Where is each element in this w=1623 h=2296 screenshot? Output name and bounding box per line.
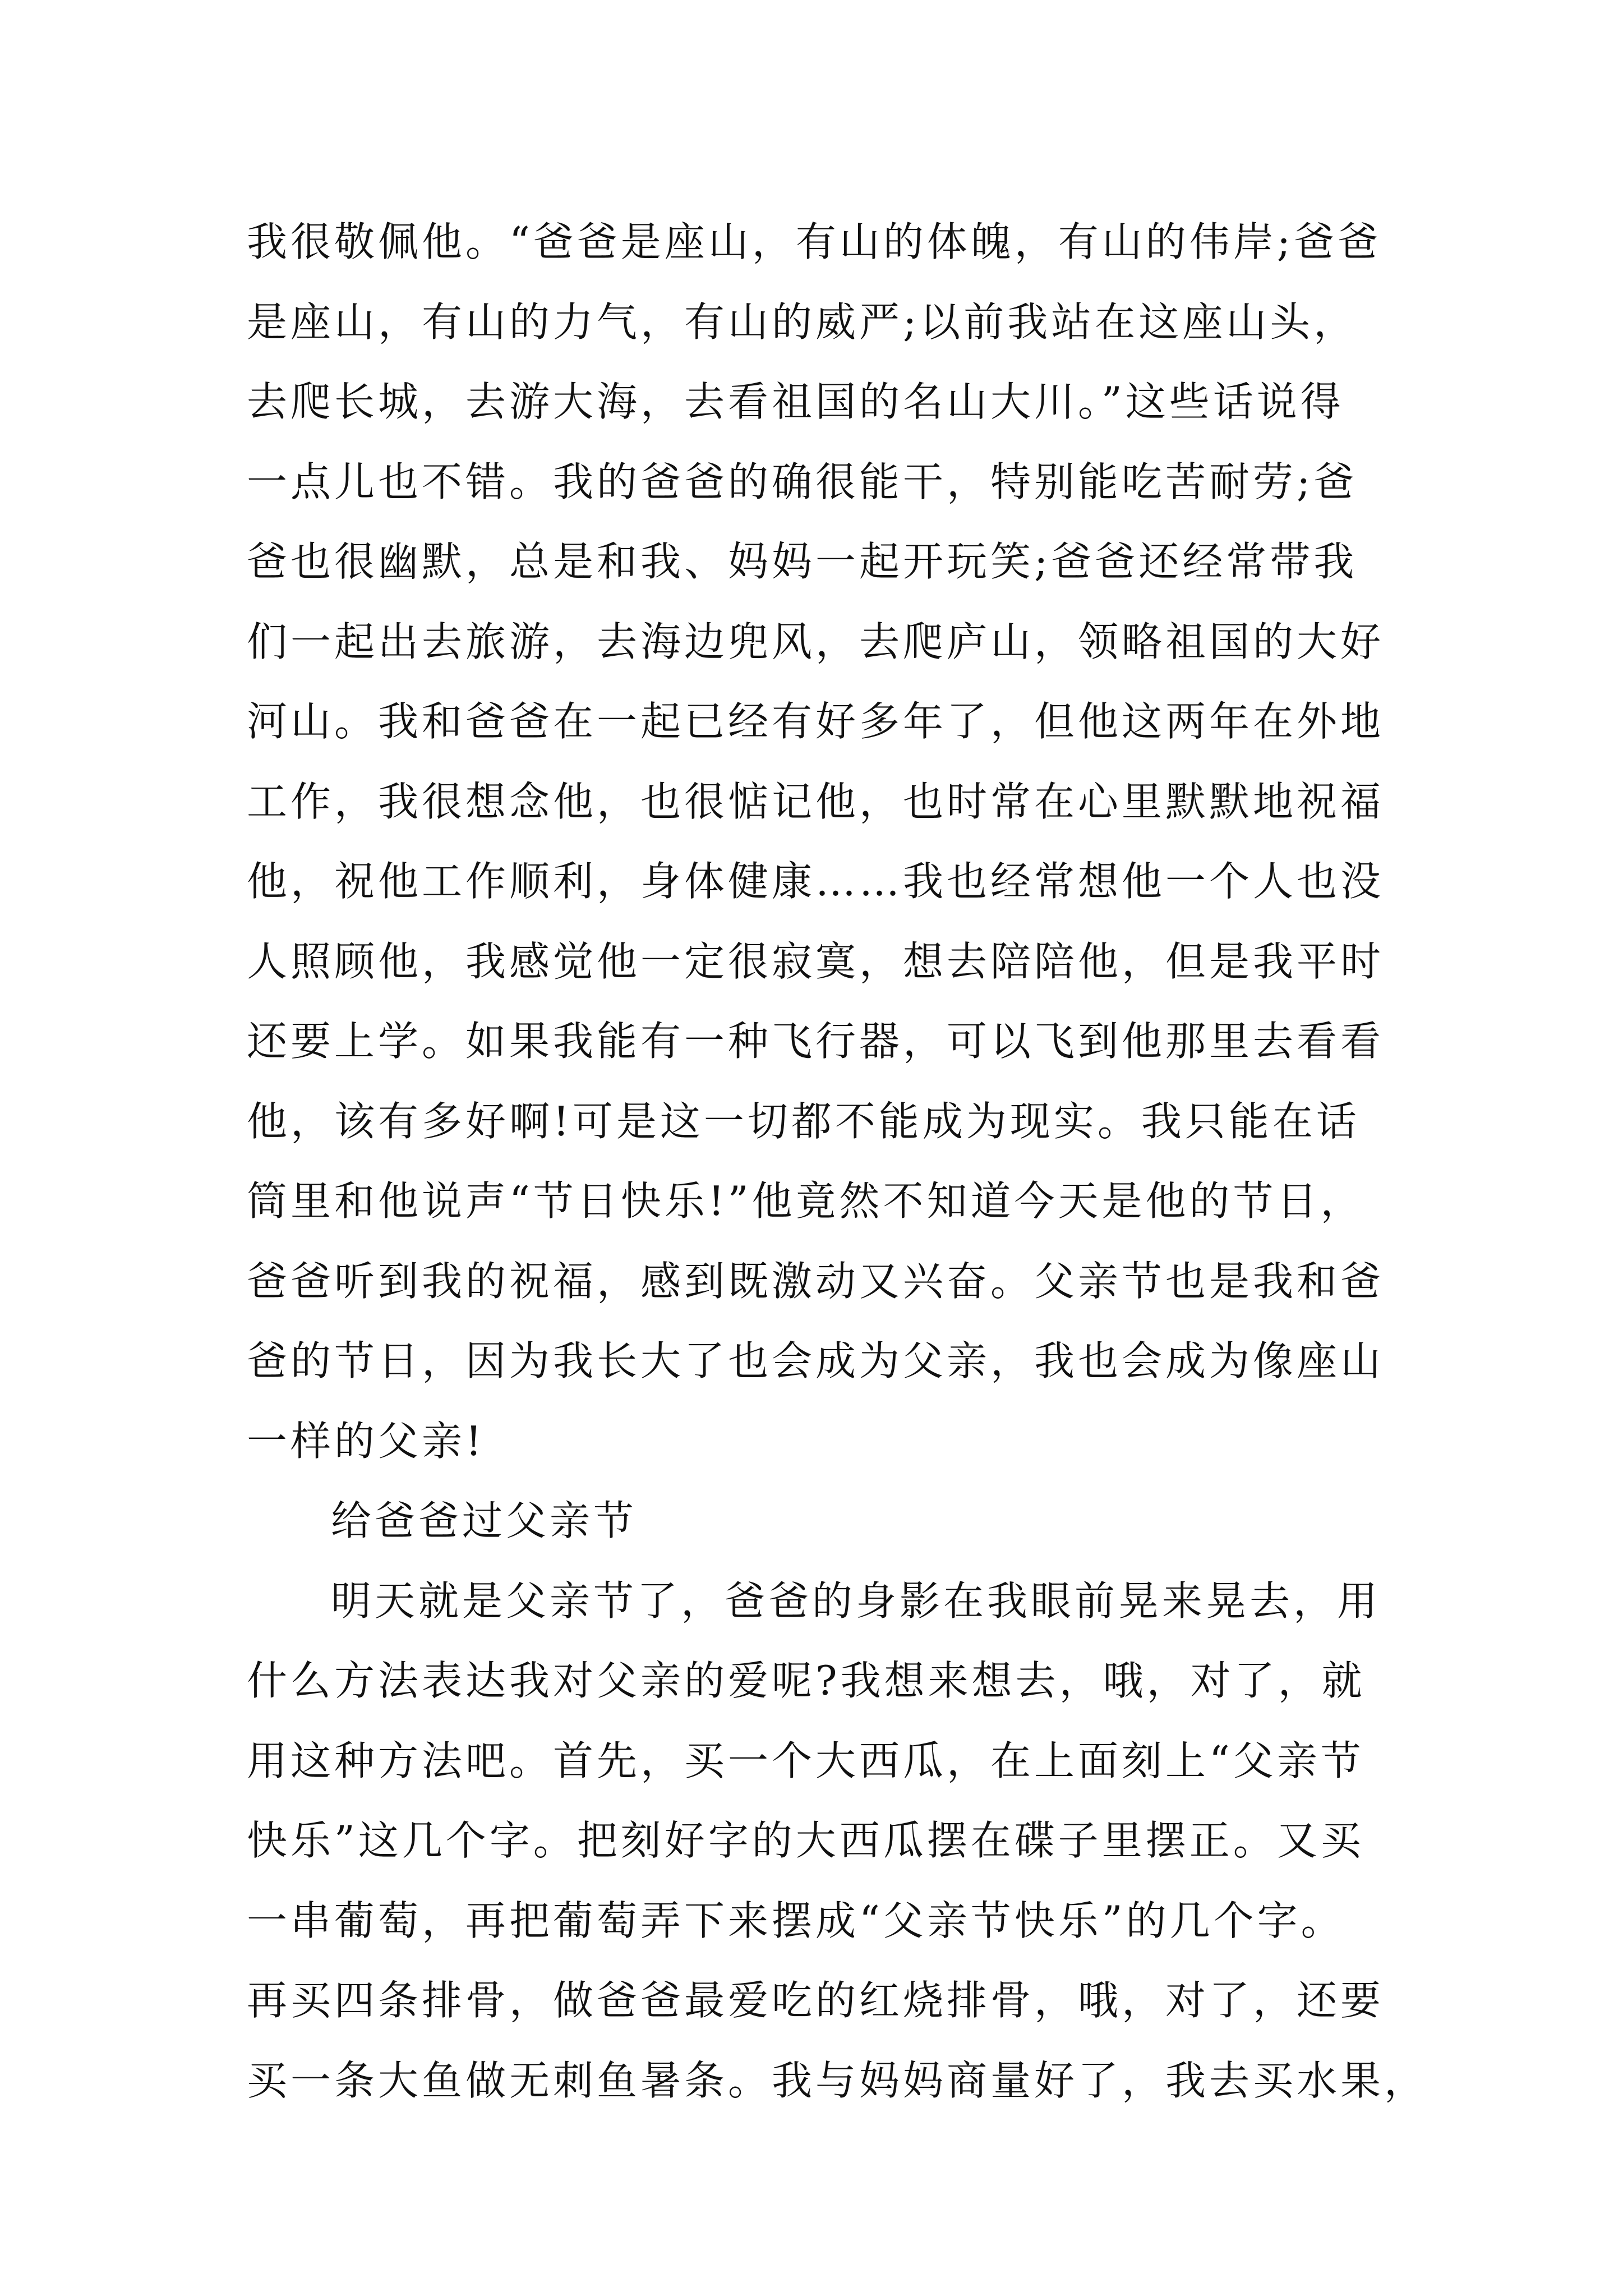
body-line-8: 工作，我很想念他，也很惦记他，也时常在心里默默地祝福 [247,777,1385,825]
body-line-10: 人照顾他，我感觉他一定很寂寞，想去陪陪他，但是我平时 [247,937,1385,985]
body-line-4: 一点儿也不错。我的爸爸的确很能干，特别能吃苦耐劳;爸 [247,458,1358,505]
body-line-16: 一样的父亲! [247,1417,485,1465]
second-paragraph-line-7: 买一条大鱼做无刺鱼暑条。我与妈妈商量好了，我去买水果， [247,2056,1428,2104]
document-body [247,202,1428,2120]
body-line-14: 爸爸听到我的祝福，感到既激动又兴奋。父亲节也是我和爸 [247,1257,1385,1305]
body-line-6: 们一起出去旅游，去海边兜风，去爬庐山，领略祖国的大好 [247,618,1385,665]
second-paragraph-line-5: 一串葡萄，再把葡萄弄下来摆成“父亲节快乐”的几个字。 [247,1897,1345,1944]
second-paragraph-line-3: 用这种方法吧。首先，买一个大西瓜，在上面刻上“父亲节 [247,1737,1364,1784]
body-line-12: 他，该有多好啊!可是这一切都不能成为现实。我只能在话 [247,1097,1360,1145]
body-line-5: 爸也很幽默，总是和我、妈妈一起开玩笑;爸爸还经常带我 [247,538,1358,585]
body-line-15: 爸的节日，因为我长大了也会成为父亲，我也会成为像座山 [247,1337,1385,1384]
body-line-7: 河山。我和爸爸在一起已经有好多年了，但他这两年在外地 [247,698,1385,745]
body-line-13: 筒里和他说声“节日快乐!”他竟然不知道今天是他的节日， [247,1177,1364,1225]
second-paragraph-line-1: 明天就是父亲节了，爸爸的身影在我眼前晃来晃去，用 [331,1577,1381,1625]
body-line-2: 是座山，有山的力气，有山的威严;以前我站在这座山头， [247,298,1358,346]
body-line-3: 去爬长城，去游大海，去看祖国的名山大川。”这些话说得 [247,378,1344,425]
second-paragraph-line-4: 快乐”这几个字。把刻好字的大西瓜摆在碟子里摆正。又买 [247,1817,1364,1864]
body-line-11: 还要上学。如果我能有一种飞行器，可以飞到他那里去看看 [247,1018,1385,1065]
body-line-1: 我很敬佩他。“爸爸是座山，有山的体魄，有山的伟岸;爸爸 [247,218,1382,265]
body-line-9: 他，祝他工作顺利，身体健康……我也经常想他一个人也没 [247,858,1385,905]
second-paragraph-line-6: 再买四条排骨，做爸爸最爱吃的红烧排骨，哦，对了，还要 [247,1977,1385,2024]
second-paragraph-line-2: 什么方法表达我对父亲的爱呢?我想来想去，哦，对了，就 [247,1657,1366,1704]
section-title: 给爸爸过父亲节 [331,1497,638,1544]
